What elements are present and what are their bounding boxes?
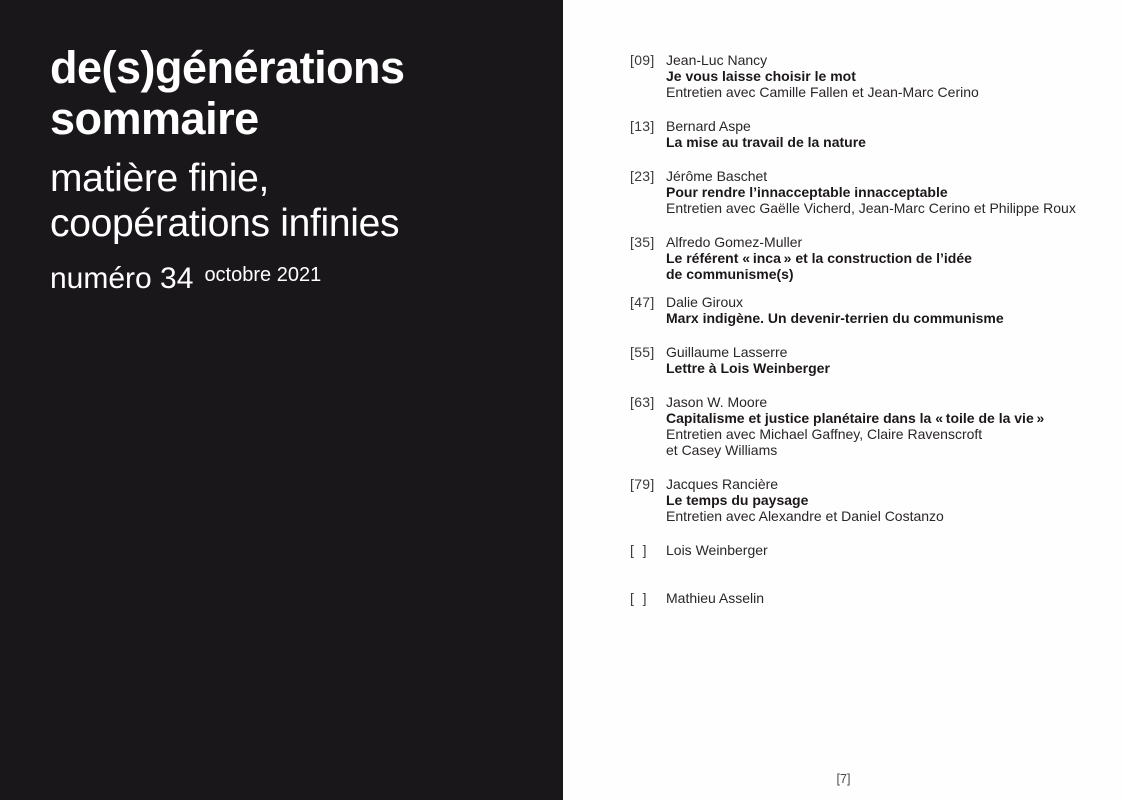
toc-entry-pagenum: [35] (630, 234, 655, 250)
toc-entry-title: Marx indigène. Un devenir-terrien du communisme (666, 310, 1004, 326)
issue-theme (50, 156, 563, 246)
toc-entry (630, 394, 1104, 458)
toc-entry-author: Jacques Rancière (666, 476, 779, 492)
toc-entry (630, 294, 1104, 326)
toc-entry-subtitle: Entretien avec Camille Fallen et Jean-Marc Cerino (666, 84, 979, 100)
toc-entry (630, 542, 1104, 558)
issue-theme-line-2: coopérations infinies (50, 202, 400, 245)
issue-theme-line-1: matière finie, (50, 157, 270, 200)
toc-entry-author: Guillaume Lasserre (666, 344, 788, 360)
toc-entry (630, 168, 1104, 216)
toc-entry-author: Jérôme Baschet (666, 168, 768, 184)
toc-entry (630, 234, 1104, 282)
journal-title: de(s)générations (50, 42, 405, 93)
toc-entry-title: Lettre à Lois Weinberger (666, 360, 830, 376)
toc-entry (630, 476, 1104, 524)
toc-entry-author: Dalie Giroux (666, 294, 744, 310)
issue-date: octobre 2021 (204, 264, 322, 286)
toc-entry-pagenum: [47] (630, 294, 655, 310)
toc-entry-subtitle: Entretien avec Michael Gaffney, Claire Ravenscroft (666, 426, 983, 442)
issue-info (50, 262, 563, 296)
toc-entry-title: de communisme(s) (666, 266, 794, 282)
toc-entry-author: Alfredo Gomez-Muller (666, 234, 803, 250)
toc-entry-author: Bernard Aspe (666, 118, 751, 134)
toc-entry-title: Je vous laisse choisir le mot (666, 68, 856, 84)
toc-entry (630, 590, 1104, 606)
toc-entry-title: Pour rendre l’innacceptable innacceptable (666, 184, 948, 200)
toc-entry-author: Lois Weinberger (666, 542, 768, 558)
toc-entry-pagenum: [13] (630, 118, 655, 134)
toc-entry-pagenum: [23] (630, 168, 655, 184)
toc-entry-author: Jason W. Moore (666, 394, 768, 410)
toc-entry-author: Mathieu Asselin (666, 590, 765, 606)
toc-entry-pagenum: [ ] (630, 590, 647, 606)
toc-entry-pagenum: [ ] (630, 542, 647, 558)
toc-entry-pagenum: [09] (630, 52, 655, 68)
toc-entry-pagenum: [55] (630, 344, 655, 360)
toc-entry-subtitle: et Casey Williams (666, 442, 778, 458)
toc-entry-title: Le temps du paysage (666, 492, 809, 508)
toc-entry (630, 118, 1104, 150)
issue-number: numéro 34 (50, 262, 194, 295)
toc-page (563, 0, 1124, 800)
toc-entry-title: Capitalisme et justice planétaire dans la « toile de la vie » (666, 410, 1045, 426)
toc-entry-title: Le référent « inca » et la construction de l’idée (666, 250, 972, 266)
toc-entry-subtitle: Entretien avec Alexandre et Daniel Costanzo (666, 508, 944, 524)
toc-entry-pagenum: [79] (630, 476, 655, 492)
toc-entry-subtitle: Entretien avec Gaëlle Vicherd, Jean-Marc Cerino et Philippe Roux (666, 200, 1076, 216)
page-number: [7] (836, 772, 851, 786)
toc-entry-pagenum: [63] (630, 394, 655, 410)
toc-entry (630, 52, 1104, 100)
toc-entry (630, 344, 1104, 376)
toc-entry-title: La mise au travail de la nature (666, 134, 866, 150)
page-title-sommaire: sommaire (50, 93, 259, 144)
toc-entry-author: Jean-Luc Nancy (666, 52, 768, 68)
